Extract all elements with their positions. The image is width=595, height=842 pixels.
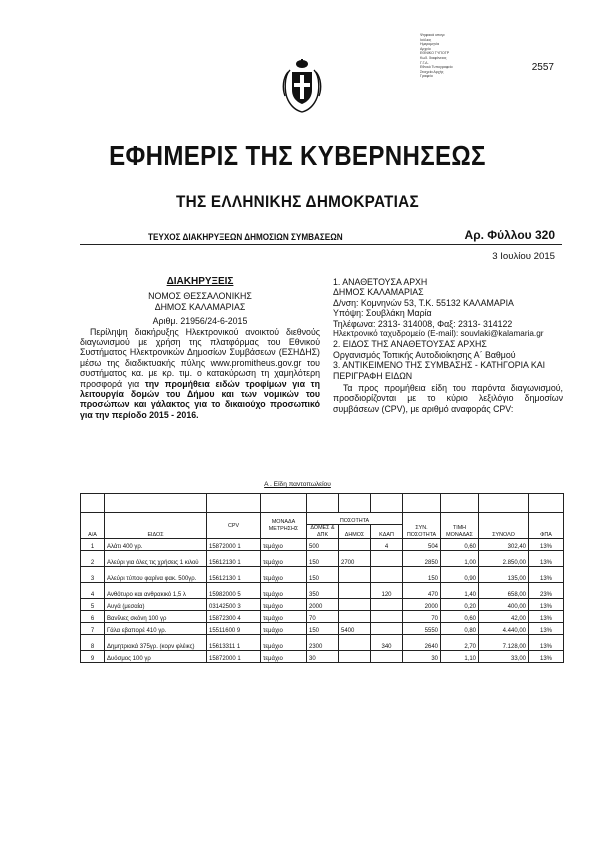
cell-unit: τεμάχιο [261, 623, 307, 635]
cell-unit: τεμάχιο [261, 611, 307, 623]
signature-line: Ιούλιος [420, 37, 432, 42]
cell-aa: 3 [81, 567, 105, 583]
issue-date: 3 Ιουλίου 2015 [492, 251, 555, 262]
cell-kdap [371, 567, 403, 583]
cell-kdap [371, 611, 403, 623]
cell-kdap [371, 623, 403, 635]
signature-line: Γραφείο [420, 74, 433, 79]
notice-body [80, 327, 320, 421]
cell-cpv: 15872300 4 [207, 611, 261, 623]
cell-aa: 6 [81, 611, 105, 623]
cell-unit-price: 1,40 [441, 583, 479, 599]
table-caption: Α . Είδη παντοπωλείου [264, 481, 331, 488]
cell-item: Αλεύρι για όλες τις χρήσεις 1 κιλού [105, 551, 207, 567]
table-row [81, 611, 564, 623]
cell-kdap: 340 [371, 635, 403, 651]
cell-item: Αλεύρι τύπου φαρίνα φακ. 500γρ. [105, 567, 207, 583]
cell-doms: 150 [307, 567, 339, 583]
authority-phones: Τηλέφωνα: 2313- 314008, Φαξ: 2313- 314122 [333, 318, 513, 329]
cell-total-qty: 504 [403, 539, 441, 551]
table-body [81, 539, 564, 663]
cell-kdap [371, 651, 403, 663]
col-header-total-qty: ΣΥΝ. ΠΟΣΟΤΗΤΑ [403, 513, 441, 539]
gazette-subtitle: ΤΗΣ ΕΛΛΗΝΙΚΗΣ ΔΗΜΟΚΡΑΤΙΑΣ [176, 192, 419, 211]
cell-aa: 4 [81, 583, 105, 599]
cell-aa: 2 [81, 551, 105, 567]
cell-total-qty: 2850 [403, 551, 441, 567]
table-row [81, 567, 564, 583]
page-number: 2557 [531, 62, 554, 73]
cell-unit: τεμάχιο [261, 599, 307, 611]
table-row [81, 623, 564, 635]
section-3-body: Τα προς προμήθεια είδη του παρόντα διαγωνισμού, προσδιορίζονται με το κύριο λεξιλόγιο δημοσίων συμβάσεων (CPV), με αριθμό αναφοράς CPV: [333, 383, 563, 414]
cell-unit-price: 0,60 [441, 539, 479, 551]
authority-email: Ηλεκτρονικό ταχυδρομείο (E-mail): souvlaki@kalamaria.gr [333, 329, 544, 339]
cell-total: 2.850,00 [479, 551, 529, 567]
cell-cpv: 15872000 1 [207, 651, 261, 663]
section-2-title: 2. ΕΙΔΟΣ ΤΗΣ ΑΝΑΘΕΤΟΥΣΑΣ ΑΡΧΗΣ [333, 339, 487, 350]
cell-unit: τεμάχιο [261, 567, 307, 583]
cell-total-qty: 2640 [403, 635, 441, 651]
table-row [81, 551, 564, 567]
signature-line: Εθνικό Τυπογραφείο [420, 65, 453, 70]
cell-vat: 13% [529, 551, 564, 567]
cell-cpv: 15872000 1 [207, 539, 261, 551]
cell-unit-price: 1,00 [441, 551, 479, 567]
notice-body-text: Περίληψη διακήρυξης Ηλεκτρονικού ανοικτού διεθνούς διαγωνισμού με χρήση της πλατφόρμας του Εθνικού Συστήματος Ηλεκτρονικών Δημοσίων Συμβάσεων (ΕΣΗΔΗΣ) μέσω της διαδικτυακής πύλης www.promitheus.gov.gr του συστήματος κα. με κρ. τιμ. ο κατακύρωση τη χαμηλότερη προσφορά για [80, 326, 320, 389]
cell-doms: 30 [307, 651, 339, 663]
table-row [81, 651, 564, 663]
cell-vat: 13% [529, 567, 564, 583]
signature-line: Ψηφιακά υπογε [420, 33, 445, 37]
cell-total: 4.440,00 [479, 623, 529, 635]
col-header-unit-price: ΤΙΜΗ ΜΟΝΑΔΑΣ [441, 513, 479, 539]
table-spacer-row [81, 494, 564, 513]
items-table [80, 493, 563, 663]
cell-doms: 500 [307, 539, 339, 551]
cell-total: 400,00 [479, 599, 529, 611]
section-3-title: 3. ΑΝΤΙΚΕΙΜΕΝΟ ΤΗΣ ΣΥΜΒΑΣΗΣ - ΚΑΤΗΓΟΡΙΑ ΚΑΙ ΠΕΡΙΓΡΑΦΗ ΕΙΔΩΝ [333, 360, 546, 381]
notice-subject: την προμήθεια ειδών τροφίμων για τη λειτουργία δομών του Δήμου και των νομικών του προσώπων και γάλακτος για το δικαιούχο προσωπικό για την περίοδο 2015 - 2016. [80, 378, 320, 420]
cell-cpv: 15982000 5 [207, 583, 261, 599]
cell-item: Γάλα εβαπορέ 410 γρ. [105, 623, 207, 635]
cell-total: 42,00 [479, 611, 529, 623]
greek-emblem-icon [280, 58, 324, 114]
cell-doms: 2300 [307, 635, 339, 651]
cell-unit: τεμάχιο [261, 651, 307, 663]
cell-cpv: 15612130 1 [207, 551, 261, 567]
issue-number: Αρ. Φύλλου 320 [464, 228, 555, 242]
signature-line: Κωδ. διαφάνειας [420, 55, 447, 60]
cell-unit: τεμάχιο [261, 539, 307, 551]
cell-total-qty: 470 [403, 583, 441, 599]
table-row [81, 539, 564, 551]
cell-doms: 150 [307, 623, 339, 635]
cell-kdap: 120 [371, 583, 403, 599]
cell-total-qty: 2000 [403, 599, 441, 611]
cell-total-qty: 5550 [403, 623, 441, 635]
gazette-title: ΕΦΗΜΕΡΙΣ ΤΗΣ ΚΥΒΕΡΝΗΣΕΩΣ [109, 140, 486, 171]
col-header-vat: ΦΠΑ [529, 513, 564, 539]
cell-unit: τεμάχιο [261, 635, 307, 651]
cell-dimos [339, 599, 371, 611]
signature-line: Στοιχεία Αρχής [420, 69, 444, 74]
cell-total: 302,40 [479, 539, 529, 551]
digital-signature-block [420, 33, 478, 79]
table-row [81, 583, 564, 599]
cell-aa: 8 [81, 635, 105, 651]
table-row [81, 599, 564, 611]
cell-item: Δημητριακά 375γρ. (κορν φλέικς) [105, 635, 207, 651]
col-header-aa: Α/Α [81, 513, 105, 539]
cell-unit-price: 0,80 [441, 623, 479, 635]
cell-vat: 23% [529, 583, 564, 599]
cell-dimos [339, 583, 371, 599]
col-header-kdap: ΚΔΑΠ [371, 525, 403, 539]
header-divider [80, 244, 562, 245]
cell-doms: 2000 [307, 599, 339, 611]
authority-address: Δ/νση: Κομνηνών 53, Τ.Κ. 55132 ΚΑΛΑΜΑΡΙΑ [333, 297, 514, 308]
col-header-cpv: CPV [207, 513, 261, 539]
cell-unit-price: 1,10 [441, 651, 479, 663]
cell-cpv: 15511600 9 [207, 623, 261, 635]
col-header-dimos: ΔΗΜΟΣ [339, 525, 371, 539]
cell-unit: τεμάχιο [261, 551, 307, 567]
left-column [80, 277, 320, 420]
table-group-header-row [81, 513, 564, 525]
cell-vat: 13% [529, 539, 564, 551]
section-heading: ΔΙΑΚΗΡΥΞΕΙΣ [166, 276, 234, 287]
authority-contact: Υπόψη: Σουβλάκη Μαρία [333, 308, 432, 319]
cell-item: Βανίλιες σκόνη 100 γρ [105, 611, 207, 623]
cell-unit: τεμάχιο [261, 583, 307, 599]
signature-line: Γ.Γ.Δ. [420, 60, 429, 65]
cell-vat: 13% [529, 635, 564, 651]
col-header-unit: ΜΟΝΑΔΑ ΜΕΤΡΗΣΗΣ [261, 513, 307, 539]
cell-total-qty: 70 [403, 611, 441, 623]
cell-doms: 70 [307, 611, 339, 623]
cell-dimos [339, 539, 371, 551]
cell-vat: 13% [529, 651, 564, 663]
cell-kdap [371, 599, 403, 611]
cell-total: 135,00 [479, 567, 529, 583]
cell-unit-price: 2,70 [441, 635, 479, 651]
cell-cpv: 03142500 3 [207, 599, 261, 611]
authority-name: ΔΗΜΟΣ ΚΑΛΑΜΑΡΙΑΣ [333, 287, 424, 298]
issue-type: ΤΕΥΧΟΣ ΔΙΑΚΗΡΥΞΕΩΝ ΔΗΜΟΣΙΩΝ ΣΥΜΒΑΣΕΩΝ [148, 232, 343, 243]
col-header-doms: ΔΟΜΕΣ & ΔΠΚ [307, 525, 339, 539]
cell-dimos: 5400 [339, 623, 371, 635]
cell-total: 658,00 [479, 583, 529, 599]
cell-vat: 13% [529, 599, 564, 611]
authority-type: Οργανισμός Τοπικής Αυτοδιοίκησης Α΄ Βαθμού [333, 349, 516, 360]
cell-dimos [339, 651, 371, 663]
cell-doms: 150 [307, 551, 339, 567]
col-header-total: ΣΥΝΟΛΟ [479, 513, 529, 539]
cell-dimos [339, 635, 371, 651]
signature-line: Ημερομηνία [420, 42, 440, 47]
cell-kdap [371, 551, 403, 567]
cell-aa: 5 [81, 599, 105, 611]
cell-total-qty: 150 [403, 567, 441, 583]
cell-total: 33,00 [479, 651, 529, 663]
cell-cpv: 15612130 1 [207, 567, 261, 583]
col-group-quantity: ΠΟΣΟΤΗΤΑ [307, 513, 403, 525]
cell-kdap: 4 [371, 539, 403, 551]
cell-item: Δυόσμος 100 γρ [105, 651, 207, 663]
cell-unit-price: 0,90 [441, 567, 479, 583]
cell-aa: 9 [81, 651, 105, 663]
section-1-title: 1. ΑΝΑΘΕΤΟΥΣΑ ΑΡΧΗ [333, 277, 428, 287]
cell-unit-price: 0,60 [441, 611, 479, 623]
reference-number: Αριθμ. 21956/24-6-2015 [152, 316, 248, 327]
cell-dimos [339, 567, 371, 583]
signature-line: Αρχείο [420, 46, 431, 51]
municipality: ΔΗΜΟΣ ΚΑΛΑΜΑΡΙΑΣ [154, 301, 246, 312]
col-header-item: ΕΙΔΟΣ [105, 513, 207, 539]
cell-unit-price: 0,20 [441, 599, 479, 611]
cell-item: Ανθότυρο και ανθρακικό 1,5 λ [105, 583, 207, 599]
cell-aa: 1 [81, 539, 105, 551]
cell-dimos [339, 611, 371, 623]
cell-total-qty: 30 [403, 651, 441, 663]
cell-vat: 13% [529, 623, 564, 635]
cell-aa: 7 [81, 623, 105, 635]
right-column [333, 277, 563, 414]
prefecture: ΝΟΜΟΣ ΘΕΣΣΑΛΟΝΙΚΗΣ [148, 291, 252, 302]
table-row [81, 635, 564, 651]
cell-vat: 13% [529, 611, 564, 623]
cell-item: Αυγά (μεσαία) [105, 599, 207, 611]
cell-doms: 350 [307, 583, 339, 599]
cell-dimos: 2700 [339, 551, 371, 567]
signature-line: ΕΘΝΙΚΟ ΤΥΠΟΓΡ [420, 51, 450, 56]
cell-item: Αλάτι 400 γρ. [105, 539, 207, 551]
cell-total: 7.128,00 [479, 635, 529, 651]
cell-cpv: 15613311 1 [207, 635, 261, 651]
